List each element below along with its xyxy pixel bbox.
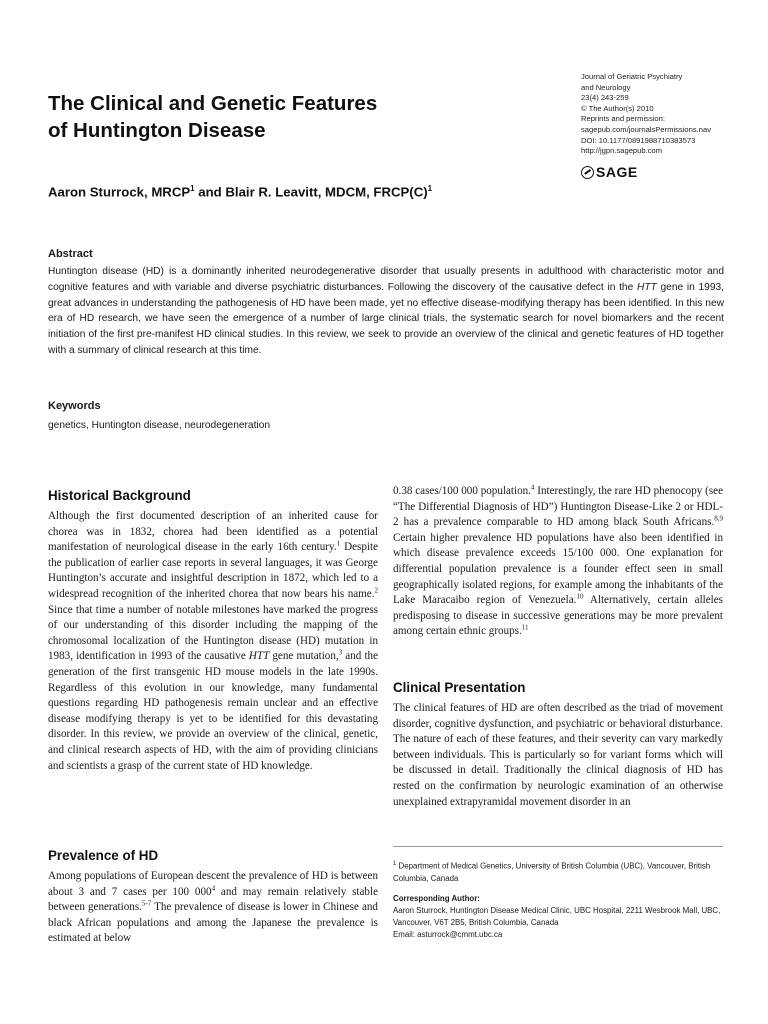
section-heading-clinical: Clinical Presentation: [393, 680, 526, 695]
section-heading-historical: Historical Background: [48, 488, 191, 503]
section-heading-prevalence: Prevalence of HD: [48, 848, 159, 863]
historical-text-3: Since that time a number of notable milestones have marked the progress of our understanding of this disorder including the mapping of the chromosomal localization of the Huntington disease (HD) mutation in 1983, identification in 1993 of the causative: [48, 603, 378, 663]
title-line-2: of Huntington Disease: [48, 119, 266, 142]
author-1: Aaron Sturrock, MRCP: [48, 184, 191, 200]
abstract-heading: Abstract: [48, 248, 93, 260]
historical-text-4: gene mutation,: [269, 650, 339, 663]
section-prevalence: [48, 848, 378, 947]
sage-logo: [581, 164, 638, 180]
citation-ref[interactable]: 11: [521, 623, 529, 632]
historical-text-2: Despite the publication of earlier case reports in several languages, it was George Huntington’s accurate and insightful description in 1872, which led to a widespread recognition of the inherited chorea that now bears his name.: [48, 541, 378, 600]
prevalence-continued: [393, 484, 723, 640]
section-clinical-presentation: [393, 680, 723, 810]
historical-text-1: Although the first documented description of an inherited cause for chorea was in 1832, chorea had been identified as a potential manifestation of neurological disease in the early 16th century.: [48, 510, 378, 554]
affiliation-footnote: [393, 858, 723, 885]
journal-metadata: [581, 72, 761, 157]
prevalence-cont-text-2: Interestingly, the rare HD phenocopy (see “The Differential Diagnosis of HD”) Huntington Disease-Like 2 or HDL-2 has a prevalence comparable to HD among black South Africans.: [393, 485, 723, 529]
historical-text-5: and the generation of the first transgenic HD mouse models in the late 1990s. Regardless of this evolution in our knowledge, many fundamental questions regarding HD pathogenesis remain unclear and an effective disease modifying therapy is yet to be identified for this devastating disorder. In this review, we provide an overview of the clinical, genetic, and clinical research aspects of HD, with the aim of providing clinicians and scientists a grasp of the current state of HD knowledge.: [48, 650, 378, 772]
footnotes: [393, 858, 723, 941]
journal-name-line-1: Journal of Geriatric Psychiatry: [581, 72, 683, 81]
prevalence-paragraph: [48, 869, 378, 947]
citation-ref[interactable]: 3: [338, 648, 343, 657]
permissions-link[interactable]: sagepub.com/journalsPermissions.nav: [581, 124, 712, 134]
sage-logo-icon: [581, 166, 594, 179]
prevalence-continued-paragraph: [393, 484, 723, 640]
prevalence-text-2: and may remain relatively stable between generations.: [48, 885, 378, 914]
author-conjunction: and: [194, 184, 226, 200]
keywords-heading: Keywords: [48, 400, 101, 412]
corresponding-author-heading: Corresponding Author:: [393, 893, 480, 903]
abstract-part-1: Huntington disease (HD) is a dominantly inherited neurodegenerative disorder that usually presents in adulthood with characteristic motor and cognitive features and with variable and diverse psychiatric disturbances. Following the discovery of the causative defect in the: [48, 266, 724, 293]
reprints-label: Reprints and permission:: [581, 114, 665, 124]
prevalence-cont-text-4: Alternatively, certain alleles predisposing to disease in successive generations may be more prevalent among certain ethnic groups.: [393, 594, 723, 638]
citation-ref[interactable]: 4: [530, 483, 535, 492]
doi[interactable]: DOI: 10.1177/0891988710383573: [581, 135, 696, 145]
historical-paragraph: [48, 509, 378, 774]
author-2-affiliation: 1: [427, 184, 433, 193]
prevalence-text-1: Among populations of European descent the prevalence of HD is between about 3 and 7 cases per 100 000: [48, 870, 378, 898]
abstract-part-2: gene in 1993, great advances in understanding the pathogenesis of HD have been made, yet no effective disease-modifying therapy has been identified. In this new era of HD research, we have seen the emergence of a number of large clinical trials, the systematic search for novel biomarkers and the recent initiation of the first pre-manifest HD clinical studies. In this review, we seek to provide an overview of the clinical and genetic features of HD together with a summary of clinical research at this time.: [48, 281, 725, 356]
journal-volume: 23(4) 243-259: [581, 93, 629, 103]
sage-logo-text: SAGE: [596, 164, 638, 180]
prevalence-cont-text-3: Certain higher prevalence HD populations have also been identified in which disease prevalence exceeds 15/100 000. One explanation for differential population prevalence is a founder effect seen in small geographically isolated regions, for example among the inhabitants of the Lake Maracaibo region of Venezuela.: [393, 531, 723, 607]
author-2: Blair R. Leavitt, MDCM, FRCP(C): [225, 184, 428, 200]
copyright: © The Author(s) 2010: [581, 103, 654, 113]
historical-gene-name: HTT: [248, 650, 270, 663]
author-1-affiliation: 1: [190, 184, 195, 193]
corresponding-author-email[interactable]: Email: asturrock@cmmt.ubc.ca: [393, 929, 503, 939]
citation-ref[interactable]: 10: [576, 592, 584, 601]
citation-ref[interactable]: 2: [374, 586, 378, 595]
author-list: [48, 184, 608, 199]
citation-ref[interactable]: 4: [211, 883, 216, 892]
abstract-gene-name: HTT: [636, 281, 657, 293]
journal-name-line-2: and Neurology: [581, 82, 631, 92]
footnote-divider: [393, 846, 723, 847]
abstract-text: [48, 264, 724, 359]
affiliation-number: 1: [393, 861, 397, 867]
prevalence-cont-text-1: 0.38 cases/100 000 population.: [393, 485, 531, 497]
citation-ref[interactable]: 8,9: [714, 514, 723, 523]
citation-ref[interactable]: 5-7: [141, 899, 152, 908]
keywords-text: genetics, Huntington disease, neurodegeneration: [48, 420, 271, 431]
article-title: [48, 90, 518, 144]
section-historical-background: [48, 488, 378, 774]
title-line-1: The Clinical and Genetic Features: [48, 92, 378, 115]
prevalence-text-3: The prevalence of disease is lower in Chinese and black African populations and among the Japanese the prevalence is estimated at below: [48, 901, 378, 945]
journal-url[interactable]: http://jgpn.sagepub.com: [581, 146, 663, 156]
citation-ref[interactable]: 1: [336, 539, 341, 548]
affiliation-text: Department of Medical Genetics, University of British Columbia (UBC), Vancouver, British Columbia, Canada: [393, 861, 711, 883]
clinical-paragraph: The clinical features of HD are often described as the triad of movement disorder, cognitive dysfunction, and psychiatric or behavioral disturbance. The nature of each of these features, and their severity can vary markedly between individuals. This is particularly so for variant forms which will be discussed in detail. Traditionally the clinical diagnosis of HD has rested on the confirmation by neurologic examination of an otherwise unexplained extrapyramidal movement disorder in an: [393, 702, 723, 808]
corresponding-author-address: Aaron Sturrock, Huntington Disease Medical Clinic, UBC Hospital, 2211 Wesbrook Mall, UBC, Vancouver, V6T 2B5, British Columbia, Canada: [393, 905, 721, 927]
